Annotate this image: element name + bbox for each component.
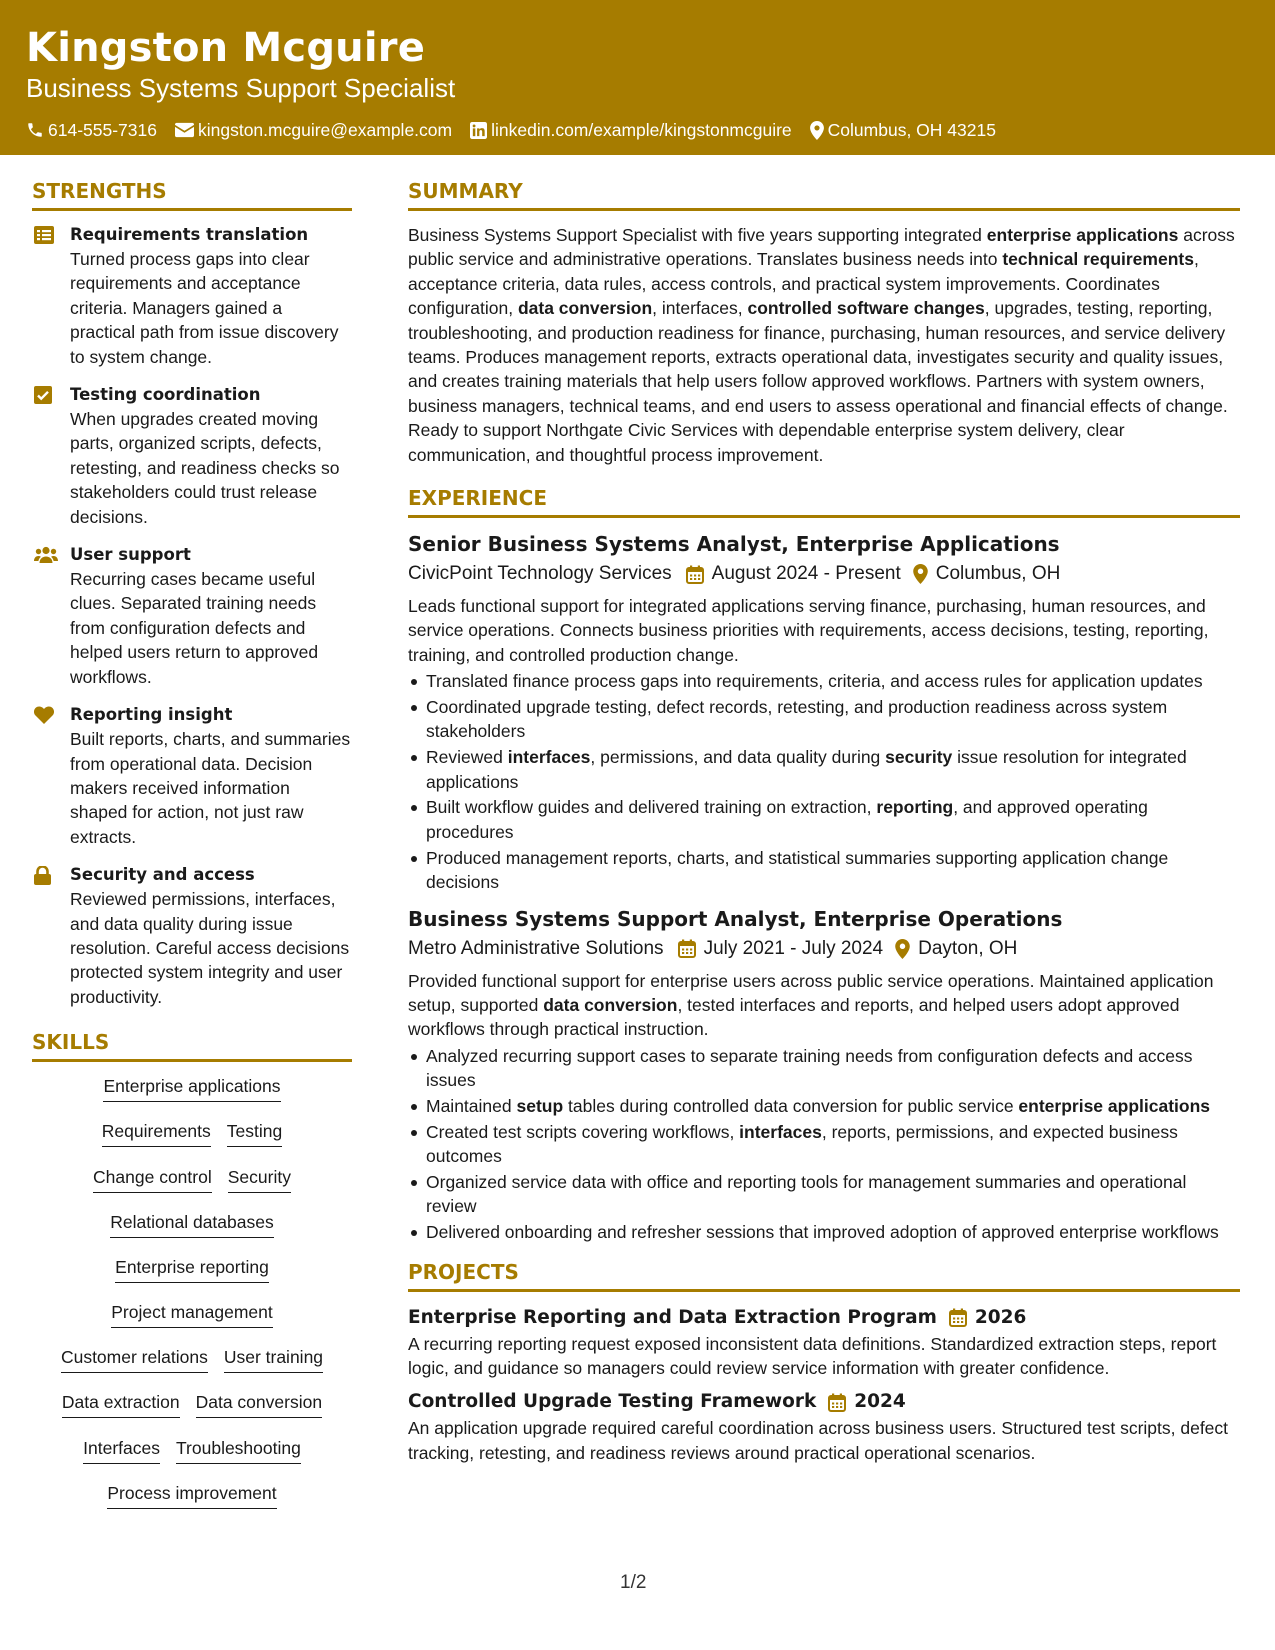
- calendar-icon: [686, 565, 704, 584]
- skills-heading: SKILLS: [32, 1029, 352, 1062]
- bold-keyword: security: [885, 747, 953, 768]
- project-year: 2024: [854, 1391, 906, 1413]
- skill-row: [32, 1165, 352, 1210]
- project-entry: [408, 1304, 1240, 1381]
- skill-tag: Enterprise applications: [103, 1074, 280, 1102]
- job-company: Metro Administrative Solutions: [408, 937, 664, 959]
- location-text: Columbus, OH 43215: [827, 120, 996, 140]
- bold-keyword: controlled software changes: [747, 298, 985, 319]
- contact-location: [810, 118, 996, 142]
- job-title: Senior Business Systems Analyst, Enterprise Applications: [408, 532, 1060, 557]
- skill-tag: Process improvement: [107, 1481, 276, 1509]
- skill-tag: Change control: [93, 1165, 212, 1193]
- skill-row: [32, 1481, 352, 1526]
- contact-email[interactable]: [175, 118, 452, 142]
- summary-heading: SUMMARY: [408, 178, 1240, 211]
- strength-title: Requirements translation: [70, 225, 309, 244]
- job-entry: [408, 530, 1240, 894]
- strength-body: [70, 383, 352, 529]
- email-link[interactable]: kingston.mcguire@example.com: [197, 120, 453, 140]
- job-entry: [408, 905, 1240, 1245]
- project-text: A recurring reporting request exposed inconsistent data definitions. Standardized extraction steps, report logic, and guidance so managers could review service information with greater confidence.: [408, 1333, 1217, 1378]
- skill-tag: Data extraction: [62, 1390, 180, 1418]
- project-title: Controlled Upgrade Testing Framework: [408, 1391, 817, 1413]
- project-text: An application upgrade required careful coordination across business users. Structured test scripts, defect tracking, retesting, and readiness reviews around practical operational scenarios.: [408, 1418, 1229, 1463]
- strength-text: Reviewed permissions, interfaces, and data quality during issue resolution. Careful access decisions protected system integrity and user productivity.: [70, 889, 350, 1007]
- strength-item: [32, 223, 352, 369]
- strength-text: Recurring cases became useful clues. Separated training needs from configuration defects and helped users return to approved workflows.: [70, 569, 319, 687]
- project-entry: [408, 1388, 1240, 1465]
- strength-item: [32, 863, 352, 1009]
- skill-tag: Customer relations: [61, 1345, 208, 1373]
- calendar-icon-wrap: [816, 1393, 854, 1412]
- bold-keyword: data conversion: [543, 994, 678, 1015]
- strengths-heading: STRENGTHS: [32, 178, 352, 211]
- job-bullets: [408, 1044, 1240, 1245]
- bullet-item: Maintained setup tables during controlled data conversion for public service enterprise applications: [408, 1094, 1240, 1118]
- bold-keyword: enterprise applications: [1018, 1095, 1211, 1116]
- bullet-item: Analyzed recurring support cases to separate training needs from configuration defects and access issues: [408, 1044, 1240, 1093]
- list-icon: [32, 223, 70, 369]
- calendar-icon: [949, 1308, 967, 1327]
- project-year: 2026: [974, 1306, 1027, 1328]
- strength-item: [32, 543, 352, 689]
- bullet-item: Reviewed interfaces, permissions, and data quality during security issue resolution for integrated applications: [408, 745, 1240, 794]
- skill-row: [32, 1119, 352, 1164]
- bullet-item: Coordinated upgrade testing, defect records, retesting, and production readiness across system stakeholders: [408, 695, 1240, 744]
- contact-linkedin[interactable]: [470, 118, 792, 142]
- strength-title: Reporting insight: [70, 705, 233, 725]
- bold-keyword: enterprise applications: [986, 225, 1179, 245]
- bullet-item: Organized service data with office and reporting tools for management summaries and operational review: [408, 1170, 1240, 1219]
- lock-icon: [32, 863, 70, 1009]
- skill-row: [32, 1255, 352, 1300]
- strengths-list: [32, 223, 352, 1009]
- map-pin-icon: [913, 564, 928, 584]
- strength-body: [70, 543, 352, 689]
- job-description: Leads functional support for integrated applications serving finance, purchasing, human resources, and service operations. Connects business priorities with requirements, access decisions, testing, reporting, training, and controlled production change.: [408, 596, 1209, 665]
- calendar-icon: [678, 939, 696, 958]
- skill-row: [32, 1436, 352, 1481]
- heart-icon: [32, 703, 70, 849]
- skills-list: [32, 1074, 352, 1526]
- strength-title: Testing coordination: [70, 385, 261, 405]
- strength-text: Built reports, charts, and summaries from operational data. Decision makers received information shaped for action, not just raw extracts.: [70, 729, 351, 847]
- strength-title: Security and access: [70, 865, 255, 885]
- users-icon: [32, 543, 70, 689]
- bold-keyword: reporting: [876, 797, 954, 818]
- skill-tag: Requirements: [102, 1119, 211, 1147]
- strength-body: [70, 223, 352, 369]
- summary-text: Business Systems Support Specialist with five years supporting integrated enterprise applications across public service and administrative operations. Translates business needs into technical requirements, acceptance criteria, data rules, access controls, and practical system improvements. Coordinates configuration, data conversion, interfaces, controlled software changes, upgrades, testing, reporting, troubleshooting, and production readiness for finance, purchasing, human resources, and service delivery teams. Produces management reports, extracts operational data, investigates security and quality issues, and creates training materials that help users follow approved workflows. Partners with system owners, business managers, technical teams, and end users to assess operational and financial effects of change. Ready to support Northgate Civic Services with dependable enterprise system delivery, clear communication, and thoughtful process improvement.: [408, 225, 1235, 465]
- experience-heading: EXPERIENCE: [408, 485, 1240, 518]
- skill-tag: Relational databases: [110, 1210, 273, 1238]
- left-column: [32, 178, 352, 1526]
- strength-body: [70, 863, 352, 1009]
- job-company: CivicPoint Technology Services: [408, 563, 672, 585]
- skill-row: [32, 1390, 352, 1435]
- skill-tag: Enterprise reporting: [115, 1255, 269, 1283]
- bold-keyword: interfaces: [739, 1121, 822, 1142]
- bold-keyword: data conversion: [517, 298, 653, 319]
- skill-tag: Security: [228, 1165, 291, 1193]
- job-meta: [408, 560, 1240, 588]
- skill-tag: Testing: [227, 1119, 282, 1147]
- bold-keyword: technical requirements: [1002, 249, 1194, 270]
- bullet-item: Created test scripts covering workflows, interfaces, reports, permissions, and expected business outcomes: [408, 1120, 1240, 1169]
- linkedin-icon: [470, 122, 487, 139]
- envelope-icon: [175, 122, 194, 138]
- phone-text: 614-555-7316: [48, 120, 157, 140]
- strength-text: Turned process gaps into clear requirements and acceptance criteria. Managers gained a practical path from issue discovery to system change.: [70, 249, 339, 367]
- skill-row: [32, 1345, 352, 1390]
- project-title: Enterprise Reporting and Data Extraction Program: [408, 1306, 937, 1328]
- bullet-item: Delivered onboarding and refresher sessions that improved adoption of approved enterprise workflows: [408, 1220, 1240, 1244]
- skill-tag: Data conversion: [196, 1390, 322, 1418]
- bullet-item: Translated finance process gaps into requirements, criteria, and access rules for application updates: [408, 669, 1240, 693]
- bullet-item: Produced management reports, charts, and statistical summaries supporting application change decisions: [408, 846, 1240, 895]
- strength-body: [70, 703, 352, 849]
- right-column: [408, 178, 1240, 1465]
- job-meta: [408, 935, 1240, 963]
- job-bullets: [408, 669, 1240, 894]
- project-header: [408, 1304, 1240, 1332]
- skill-row: [32, 1210, 352, 1255]
- skill-row: [32, 1074, 352, 1119]
- job-dates: July 2021 - July 2024: [678, 935, 884, 963]
- skill-row: [32, 1300, 352, 1345]
- candidate-name: Kingston Mcguire: [26, 25, 426, 71]
- calendar-icon-wrap: [937, 1308, 975, 1327]
- project-header: [408, 1388, 1240, 1416]
- checkbox-icon: [32, 383, 70, 529]
- resume-header: [0, 0, 1275, 155]
- candidate-title: Business Systems Support Specialist: [26, 73, 456, 103]
- skill-tag: Interfaces: [83, 1436, 160, 1464]
- projects-list: [408, 1304, 1240, 1466]
- job-dates: August 2024 - Present: [686, 560, 901, 588]
- strength-title: User support: [70, 545, 191, 565]
- skill-tag: User training: [224, 1345, 323, 1373]
- contact-phone: [26, 118, 157, 142]
- map-pin-icon: [895, 939, 910, 959]
- job-title: Business Systems Support Analyst, Enterprise Operations: [408, 906, 1063, 931]
- page-number: 1/2: [620, 1572, 647, 1593]
- contact-bar: [26, 118, 1249, 142]
- strength-item: [32, 703, 352, 849]
- linkedin-link[interactable]: linkedin.com/example/kingstonmcguire: [491, 120, 792, 140]
- calendar-icon: [828, 1393, 846, 1412]
- skill-tag: Troubleshooting: [176, 1436, 301, 1464]
- job-description: Provided functional support for enterprise users across public service operations. Maintained application setup, supported data conversion, tested interfaces and reports, and helped users adopt approved workflows through practical instruction.: [408, 970, 1214, 1040]
- phone-icon: [26, 121, 44, 139]
- strength-item: [32, 383, 352, 529]
- bold-keyword: setup: [516, 1095, 564, 1116]
- job-location: Dayton, OH: [895, 935, 1017, 963]
- map-pin-icon: [810, 121, 824, 140]
- projects-heading: PROJECTS: [408, 1259, 1240, 1292]
- bullet-item: Built workflow guides and delivered training on extraction, reporting, and approved operating procedures: [408, 795, 1240, 844]
- jobs-list: [408, 530, 1240, 1244]
- skill-tag: Project management: [111, 1300, 272, 1328]
- job-location: Columbus, OH: [913, 560, 1061, 588]
- bold-keyword: interfaces: [507, 747, 591, 768]
- strength-text: When upgrades created moving parts, organized scripts, defects, retesting, and readiness checks so stakeholders could trust release decisions.: [70, 409, 340, 527]
